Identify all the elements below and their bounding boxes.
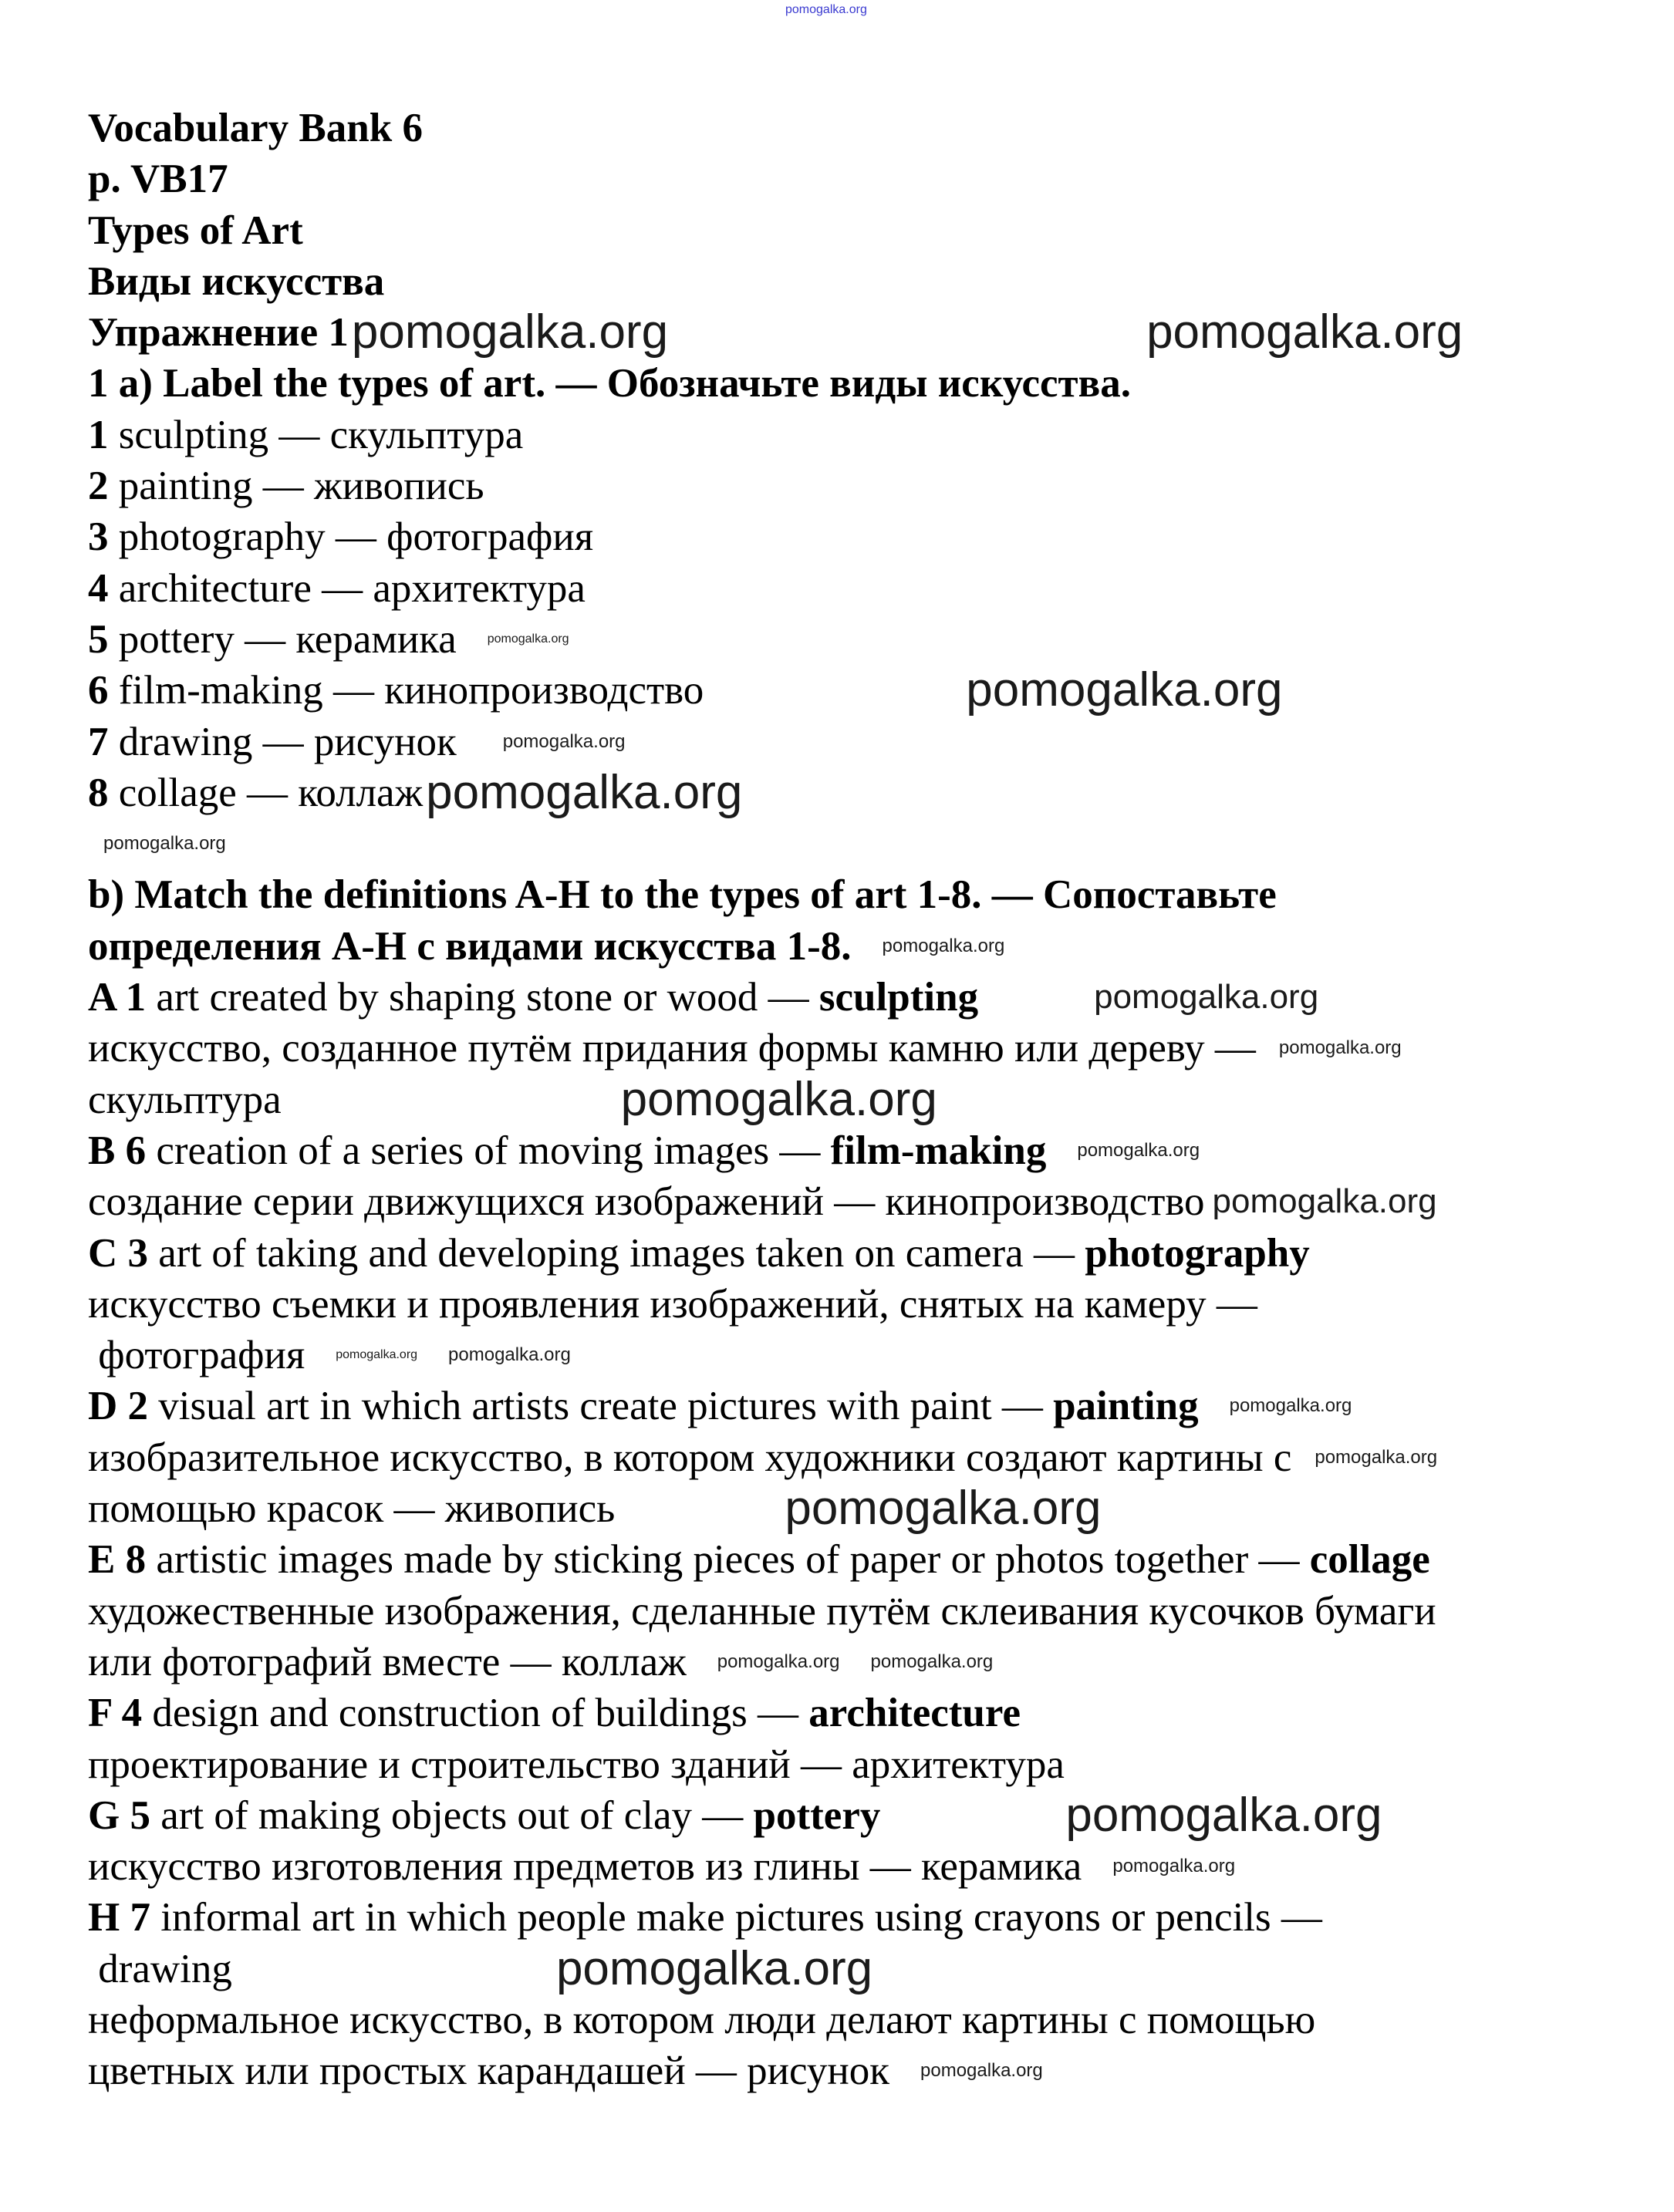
text-line: [88, 307, 1463, 358]
watermark: pomogalka.org: [1094, 978, 1319, 1017]
text-line: [88, 511, 1463, 562]
watermark: pomogalka.org: [785, 1482, 1102, 1536]
text-line: [88, 153, 1463, 204]
document-body: [88, 103, 1463, 2097]
text-line: [88, 1432, 1463, 1483]
text-line: [88, 358, 1463, 409]
text-line: [88, 460, 1463, 511]
bold-text: определения A-H с видами искусства 1-8.: [88, 923, 852, 969]
text-line: [88, 1790, 1463, 1841]
watermark: pomogalka.org: [502, 730, 626, 752]
text: цветных или простых карандашей — рисунок: [88, 2048, 889, 2094]
text: искусство изготовления предметов из глины — керамика: [88, 1844, 1082, 1890]
watermark: pomogalka.org: [1112, 1856, 1236, 1877]
text: artistic images made by sticking pieces of paper or photos together —: [146, 1537, 1310, 1583]
text: проектирование и строительство зданий — архитектура: [88, 1742, 1065, 1787]
watermark: pomogalka.org: [448, 1344, 571, 1366]
watermark: pomogalka.org: [487, 632, 569, 646]
bold-text: H 7: [88, 1895, 150, 1941]
text-line: [88, 717, 1463, 767]
bold-text: Types of Art: [88, 207, 303, 253]
bold-text: p. VB17: [88, 157, 228, 202]
watermark: pomogalka.org: [555, 1941, 873, 1995]
bold-text: painting: [1053, 1384, 1199, 1429]
text: film-making — кинопроизводство: [108, 668, 704, 713]
bold-text: 1: [88, 412, 109, 457]
text: art of making objects out of clay —: [150, 1792, 754, 1838]
text-line: [88, 665, 1463, 716]
text-line: [88, 1483, 1463, 1534]
text-line: [88, 410, 1463, 460]
text: sculpting — скульптура: [108, 412, 524, 457]
text: неформальное искусство, в котором люди делают картины с помощью: [88, 1997, 1316, 2042]
watermark: pomogalka.org: [351, 305, 669, 359]
text-line: [88, 1279, 1463, 1330]
text: informal art in which people make pictures using crayons or pencils —: [150, 1895, 1322, 1941]
bold-text: 6: [88, 668, 109, 713]
text: искусство, созданное путём придания формы камню или дереву —: [88, 1026, 1256, 1071]
text-line: [88, 1023, 1463, 1074]
bold-text: G 5: [88, 1792, 150, 1838]
text-line: [88, 1330, 1463, 1381]
bold-text: collage: [1309, 1537, 1430, 1583]
text: pottery — керамика: [108, 616, 457, 662]
text-line: [88, 1074, 1463, 1125]
watermark: pomogalka.org: [1278, 1037, 1402, 1059]
bold-text: b) Match the definitions A-H to the types of art 1-8. — Сопоставьте: [88, 872, 1277, 918]
watermark: pomogalka.org: [1146, 305, 1463, 359]
text-line: [88, 563, 1463, 614]
text-line: [88, 1176, 1463, 1227]
bold-text: F 4: [88, 1691, 143, 1736]
bold-text: film-making: [830, 1128, 1047, 1173]
bold-text: E 8: [88, 1537, 147, 1583]
bold-text: 7: [88, 719, 109, 764]
text: создание серии движущихся изображений — кинопроизводство: [88, 1179, 1205, 1225]
text-line: [88, 205, 1463, 256]
text-line: [88, 1637, 1463, 1688]
text: collage — коллаж: [108, 770, 424, 815]
bold-text: photography: [1085, 1230, 1310, 1276]
text-line: [88, 1841, 1463, 1892]
text-line: [88, 1941, 1463, 1995]
text-line: [88, 1995, 1463, 2045]
text-line: [88, 921, 1463, 972]
bold-text: A 1: [88, 975, 147, 1020]
bold-text: architecture: [808, 1691, 1021, 1736]
bold-text: Виды искусства: [88, 258, 385, 304]
text-line: [88, 1534, 1463, 1585]
bold-text: 8: [88, 770, 109, 815]
watermark: pomogalka.org: [620, 1072, 937, 1126]
text-line: [88, 1228, 1463, 1279]
text: помощью красок — живопись: [88, 1486, 616, 1532]
bold-text: 3: [88, 514, 109, 560]
watermark: pomogalka.org: [1212, 1182, 1437, 1221]
text: art created by shaping stone or wood —: [146, 975, 819, 1020]
text-line: [88, 103, 1463, 153]
watermark: pomogalka.org: [966, 663, 1283, 717]
text-line: [88, 614, 1463, 665]
text: искусство съемки и проявления изображений, снятых на камеру —: [88, 1281, 1257, 1327]
watermark: pomogalka.org: [336, 1348, 418, 1362]
blank-line: [88, 818, 1463, 869]
bold-text: Vocabulary Bank 6: [88, 106, 423, 150]
bold-text: pottery: [753, 1792, 881, 1838]
text-line: [88, 1739, 1463, 1790]
text: creation of a series of moving images —: [146, 1128, 831, 1173]
text: design and construction of buildings —: [142, 1691, 809, 1736]
bold-text: 5: [88, 616, 109, 662]
watermark: pomogalka.org: [1065, 1788, 1382, 1842]
text: photography — фотография: [108, 514, 594, 560]
text-line: [88, 256, 1463, 307]
bold-text: D 2: [88, 1384, 149, 1429]
watermark: pomogalka.org: [1315, 1446, 1438, 1468]
text-line: [88, 1688, 1463, 1738]
text: drawing: [88, 1946, 232, 1991]
bold-text: 1 a) Label the types of art. — Обозначьте виды искусства.: [88, 361, 1131, 406]
text-line: [88, 1381, 1463, 1431]
watermark: pomogalka.org: [103, 833, 226, 855]
bold-text: Упражнение 1: [88, 310, 349, 356]
bold-text: sculpting: [818, 975, 979, 1020]
text: изобразительное искусство, в котором художники создают картины с: [88, 1435, 1292, 1480]
text: visual art in which artists create pictures with paint —: [148, 1384, 1054, 1429]
watermark: pomogalka.org: [882, 935, 1005, 956]
watermark: pomogalka.org: [1229, 1395, 1352, 1417]
bold-text: C 3: [88, 1230, 149, 1276]
text: скульптура: [88, 1077, 282, 1122]
text-line: [88, 972, 1463, 1023]
watermark: pomogalka.org: [717, 1651, 840, 1672]
text-line: [88, 767, 1463, 818]
watermark: pomogalka.org: [426, 765, 743, 819]
watermark: pomogalka.org: [785, 3, 867, 16]
text: art of taking and developing images taken on camera —: [148, 1230, 1085, 1276]
text: drawing — рисунок: [108, 719, 457, 764]
text: художественные изображения, сделанные путём склеивания кусочков бумаги: [88, 1588, 1436, 1634]
text: или фотографий вместе — коллаж: [88, 1639, 687, 1684]
watermark: pomogalka.org: [920, 2060, 1043, 2082]
text-line: [88, 869, 1463, 920]
watermark: pomogalka.org: [1077, 1139, 1200, 1161]
text: фотография: [88, 1333, 305, 1378]
text-line: [88, 1586, 1463, 1637]
text: painting — живопись: [108, 464, 484, 509]
text: architecture — архитектура: [108, 565, 586, 611]
bold-text: 2: [88, 464, 109, 509]
text-line: [88, 1125, 1463, 1176]
text-line: [88, 2045, 1463, 2096]
bold-text: B 6: [88, 1128, 147, 1173]
text-line: [88, 1892, 1463, 1943]
watermark: pomogalka.org: [870, 1651, 994, 1672]
bold-text: 4: [88, 565, 109, 611]
